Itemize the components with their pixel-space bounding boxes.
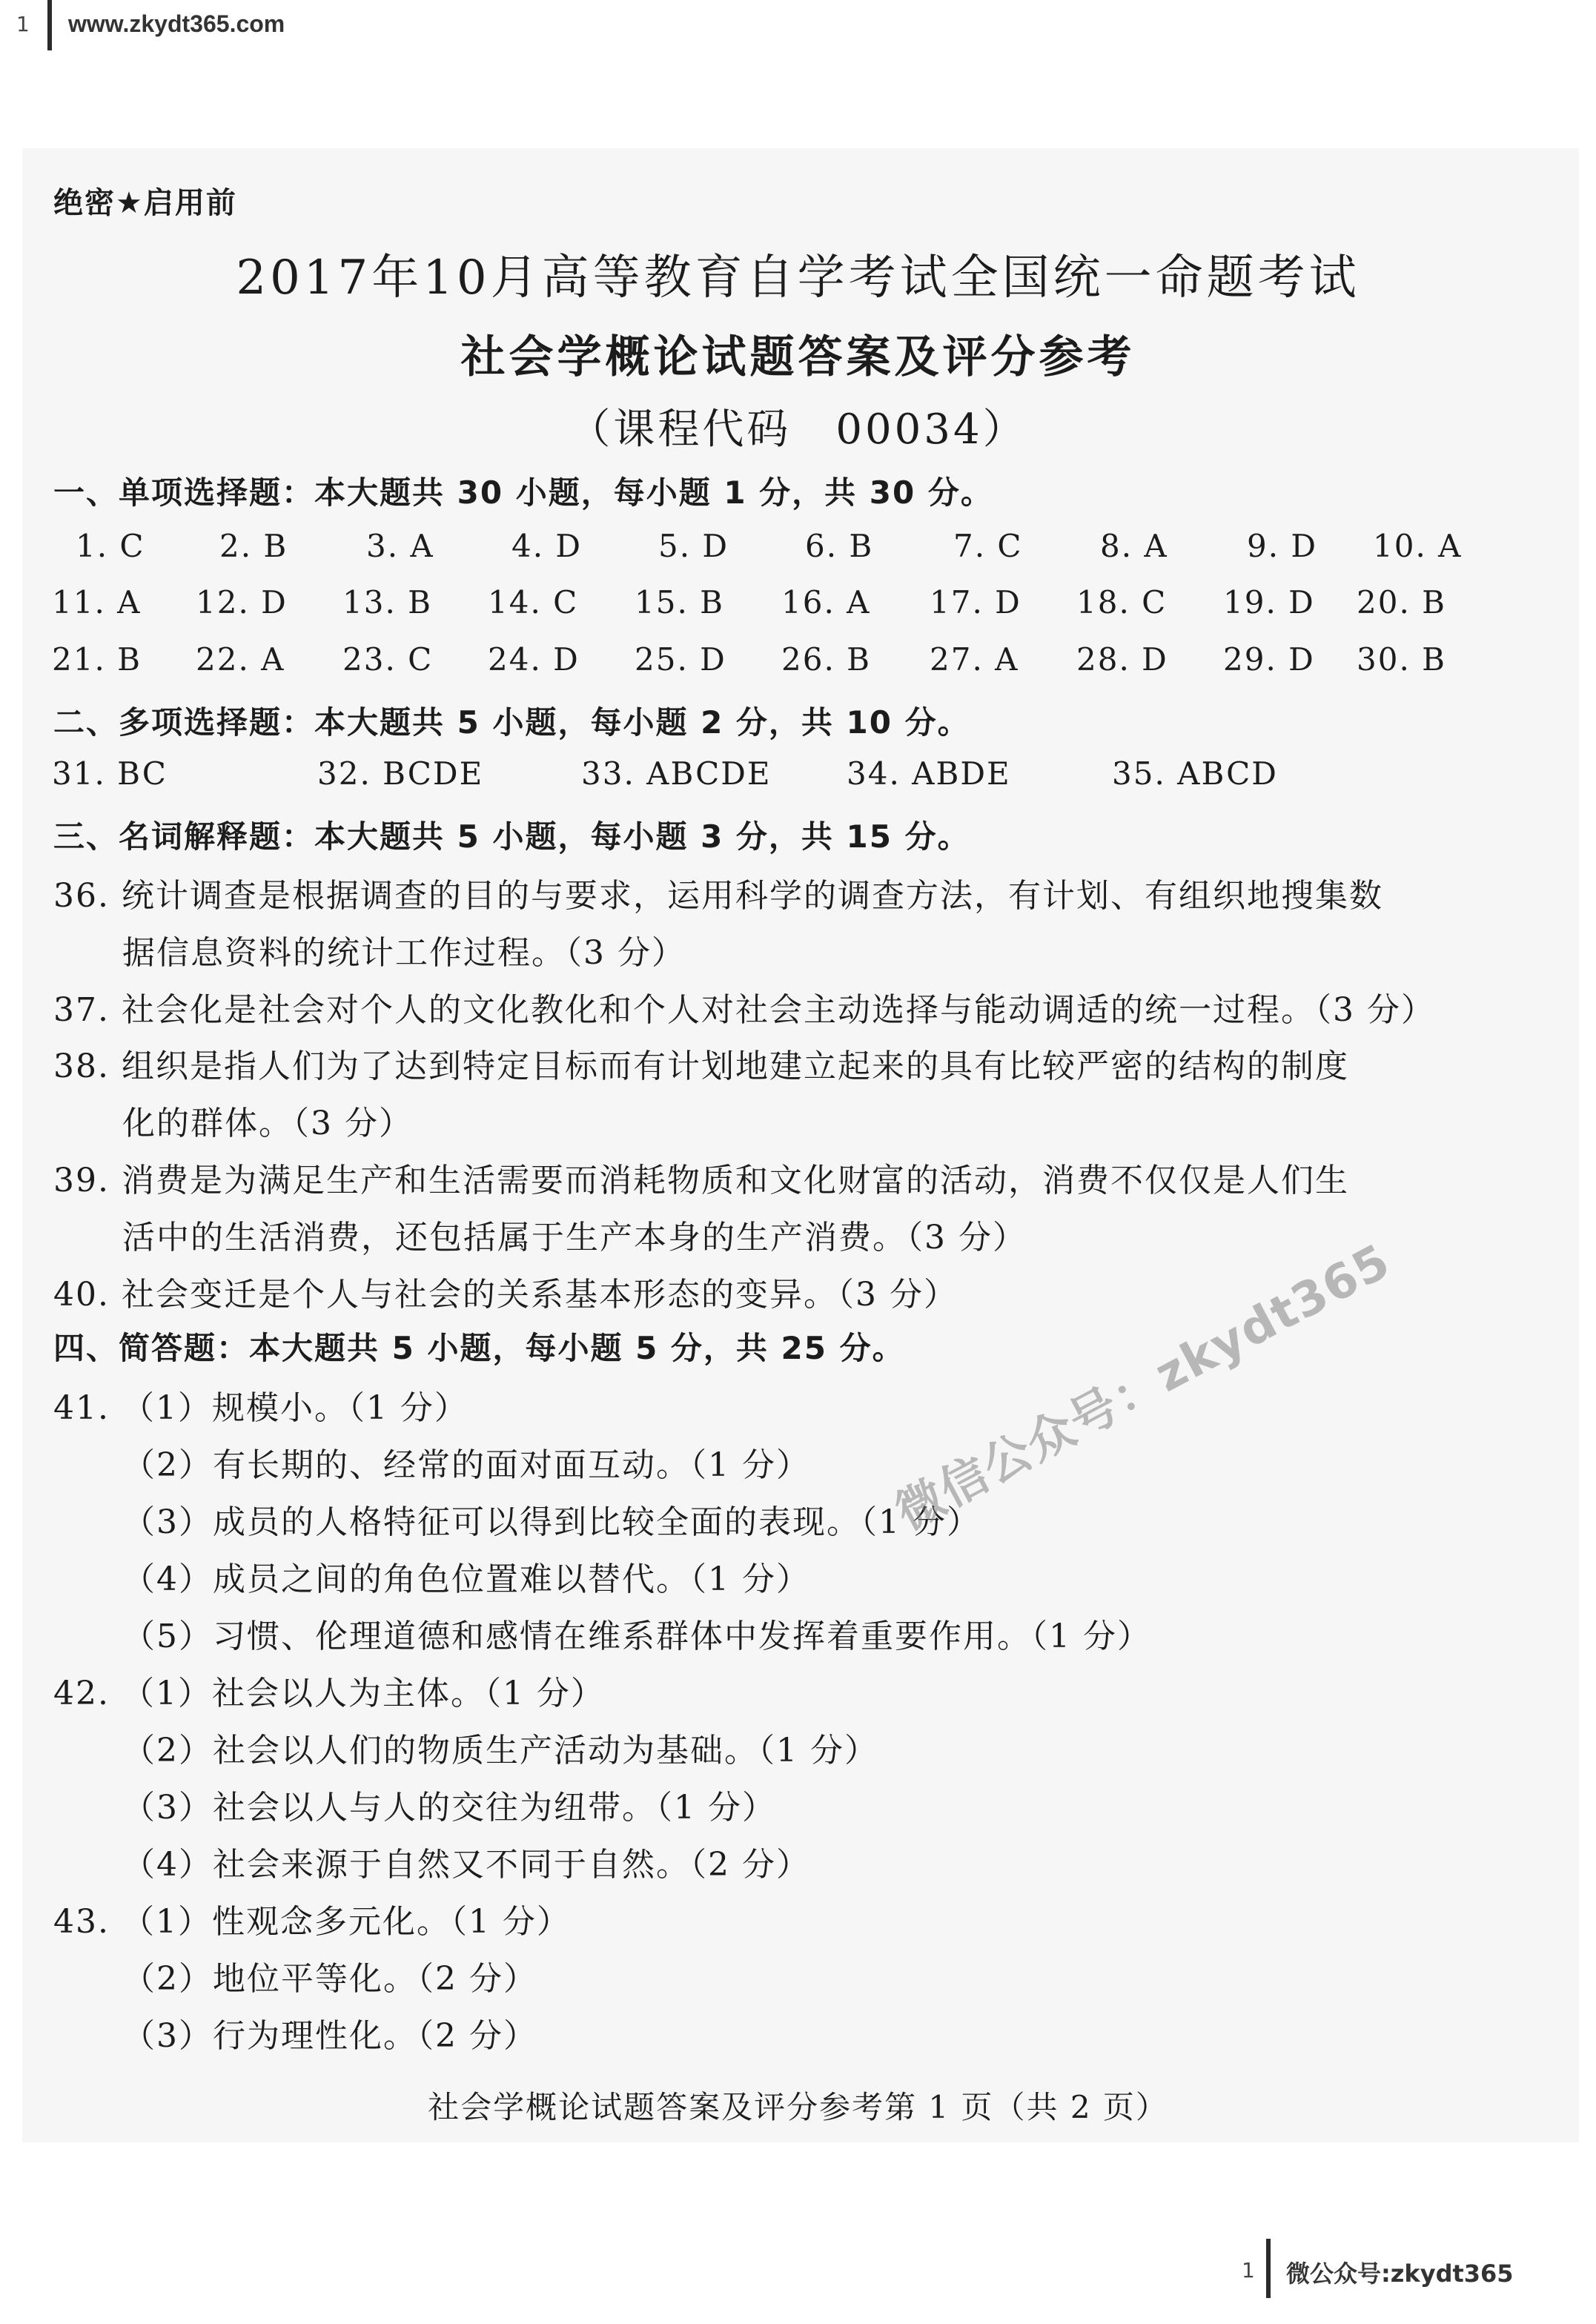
answer-item: 34. ABDE [847,755,1011,792]
answer-item: 8. A [1100,528,1168,564]
answer-item: 13. B [342,584,433,620]
answer-42-point1: 42. （1）社会以人为主体。（1 分） [53,1675,605,1712]
answer-item: 16. A [781,584,871,620]
answer-41-point4: （4）成员之间的角色位置难以替代。（1 分） [122,1560,810,1598]
answer-item: 14. C [488,584,579,620]
answer-item: 15. B [635,584,725,620]
footer-divider [1266,2239,1271,2298]
document-page-footer: 社会学概论试题答案及评分参考第 1 页（共 2 页） [428,2089,1168,2125]
answer-36-line2: 据信息资料的统计工作过程。（3 分） [122,934,686,972]
header-page-number: 1 [16,12,30,36]
course-code: （课程代码 00034） [569,405,1027,454]
answer-item: 20. B [1357,584,1447,620]
answer-42-point2: （2）社会以人们的物质生产活动为基础。（1 分） [122,1732,878,1770]
answer-item: 12. D [196,584,288,620]
answer-item: 28. D [1076,641,1168,678]
answer-item: 22. A [196,641,285,678]
answer-41-point1: 41. （1）规模小。（1 分） [53,1389,468,1427]
answer-item: 35. ABCD [1112,755,1278,792]
answer-row [0,584,1596,629]
answer-item: 6. B [805,528,874,564]
answer-item: 18. C [1076,584,1168,620]
answer-37: 37. 社会化是社会对个人的文化教化和个人对社会主动选择与能动调适的统一过程。（3 分） [53,991,1435,1029]
answer-item: 31. BC [52,755,168,792]
header-site-url[interactable]: www.zkydt365.com [68,10,285,37]
answer-item: 24. D [488,641,580,678]
answer-41-point3: （3）成员的人格特征可以得到比较全面的表现。（1 分） [122,1503,981,1541]
answer-item: 25. D [635,641,726,678]
answer-40: 40. 社会变迁是个人与社会的关系基本形态的变异。（3 分） [53,1276,958,1314]
footer-wechat-account: 微公众号:zkydt365 [1286,2260,1514,2288]
answer-41-point2: （2）有长期的、经常的面对面互动。（1 分） [122,1446,810,1484]
answer-36-line1: 36. 统计调查是根据调查的目的与要求，运用科学的调查方法，有计划、有组织地搜集数 [53,877,1383,915]
answer-38-line2: 化的群体。（3 分） [122,1105,413,1142]
answer-item: 17. D [930,584,1021,620]
answer-38-line1: 38. 组织是指人们为了达到特定目标而有计划地建立起来的具有比较严密的结构的制度 [53,1047,1349,1085]
answer-item: 1. C [76,528,145,564]
document-title: 社会学概论试题答案及评分参考 [460,331,1136,383]
answer-item: 9. D [1247,528,1318,564]
answer-42-point3: （3）社会以人与人的交往为纽带。（1 分） [122,1789,776,1827]
answer-42-point4: （4）社会来源于自然又不同于自然。（2 分） [122,1846,810,1884]
answer-row [0,641,1596,686]
confidential-label: 绝密★启用前 [53,186,237,220]
answer-item: 19. D [1223,584,1315,620]
watermark: 微信公众号：zkydt365 [887,1234,1400,1541]
answer-41-point5: （5）习惯、伦理道德和感情在维系群体中发挥着重要作用。（1 分） [122,1618,1151,1655]
answer-43-point1: 43. （1）性观念多元化。（1 分） [53,1903,571,1941]
answer-item: 11. A [52,584,142,620]
answer-item: 33. ABCDE [581,755,772,792]
page-header [0,0,1596,59]
answer-item: 23. C [342,641,434,678]
answer-item: 29. D [1223,641,1315,678]
answer-item: 32. BCDE [317,755,484,792]
answer-43-point3: （3）行为理性化。（2 分） [122,2017,537,2055]
answer-row [0,528,1596,572]
answer-item: 10. A [1373,528,1463,564]
answer-item: 21. B [52,641,142,678]
answer-item: 30. B [1357,641,1447,678]
answer-item: 3. A [366,528,434,564]
answer-item: 27. A [930,641,1019,678]
answer-item: 4. D [511,528,583,564]
answer-39-line2: 活中的生活消费，还包括属于生产本身的生产消费。（3 分） [122,1219,1027,1257]
answer-item: 7. C [953,528,1023,564]
section-heading-multi-choice: 二、多项选择题：本大题共 5 小题，每小题 2 分，共 10 分。 [53,704,970,741]
answer-item: 5. D [658,528,729,564]
header-divider [47,0,52,50]
answer-43-point2: （2）地位平等化。（2 分） [122,1960,537,1998]
section-heading-term-explanation: 三、名词解释题：本大题共 5 小题，每小题 3 分，共 15 分。 [53,818,970,855]
answer-row [0,755,1596,800]
answer-39-line1: 39. 消费是为满足生产和生活需要而消耗物质和文化财富的活动，消费不仅仅是人们生 [53,1162,1349,1199]
section-heading-single-choice: 一、单项选择题：本大题共 30 小题，每小题 1 分，共 30 分。 [53,474,993,511]
answer-item: 2. B [219,528,288,564]
section-heading-short-answer: 四、简答题：本大题共 5 小题，每小题 5 分，共 25 分。 [53,1330,905,1366]
answer-item: 26. B [781,641,872,678]
exam-title: 2017年10月高等教育自学考试全国统一命题考试 [236,251,1360,305]
footer-page-number: 1 [1242,2258,1255,2282]
